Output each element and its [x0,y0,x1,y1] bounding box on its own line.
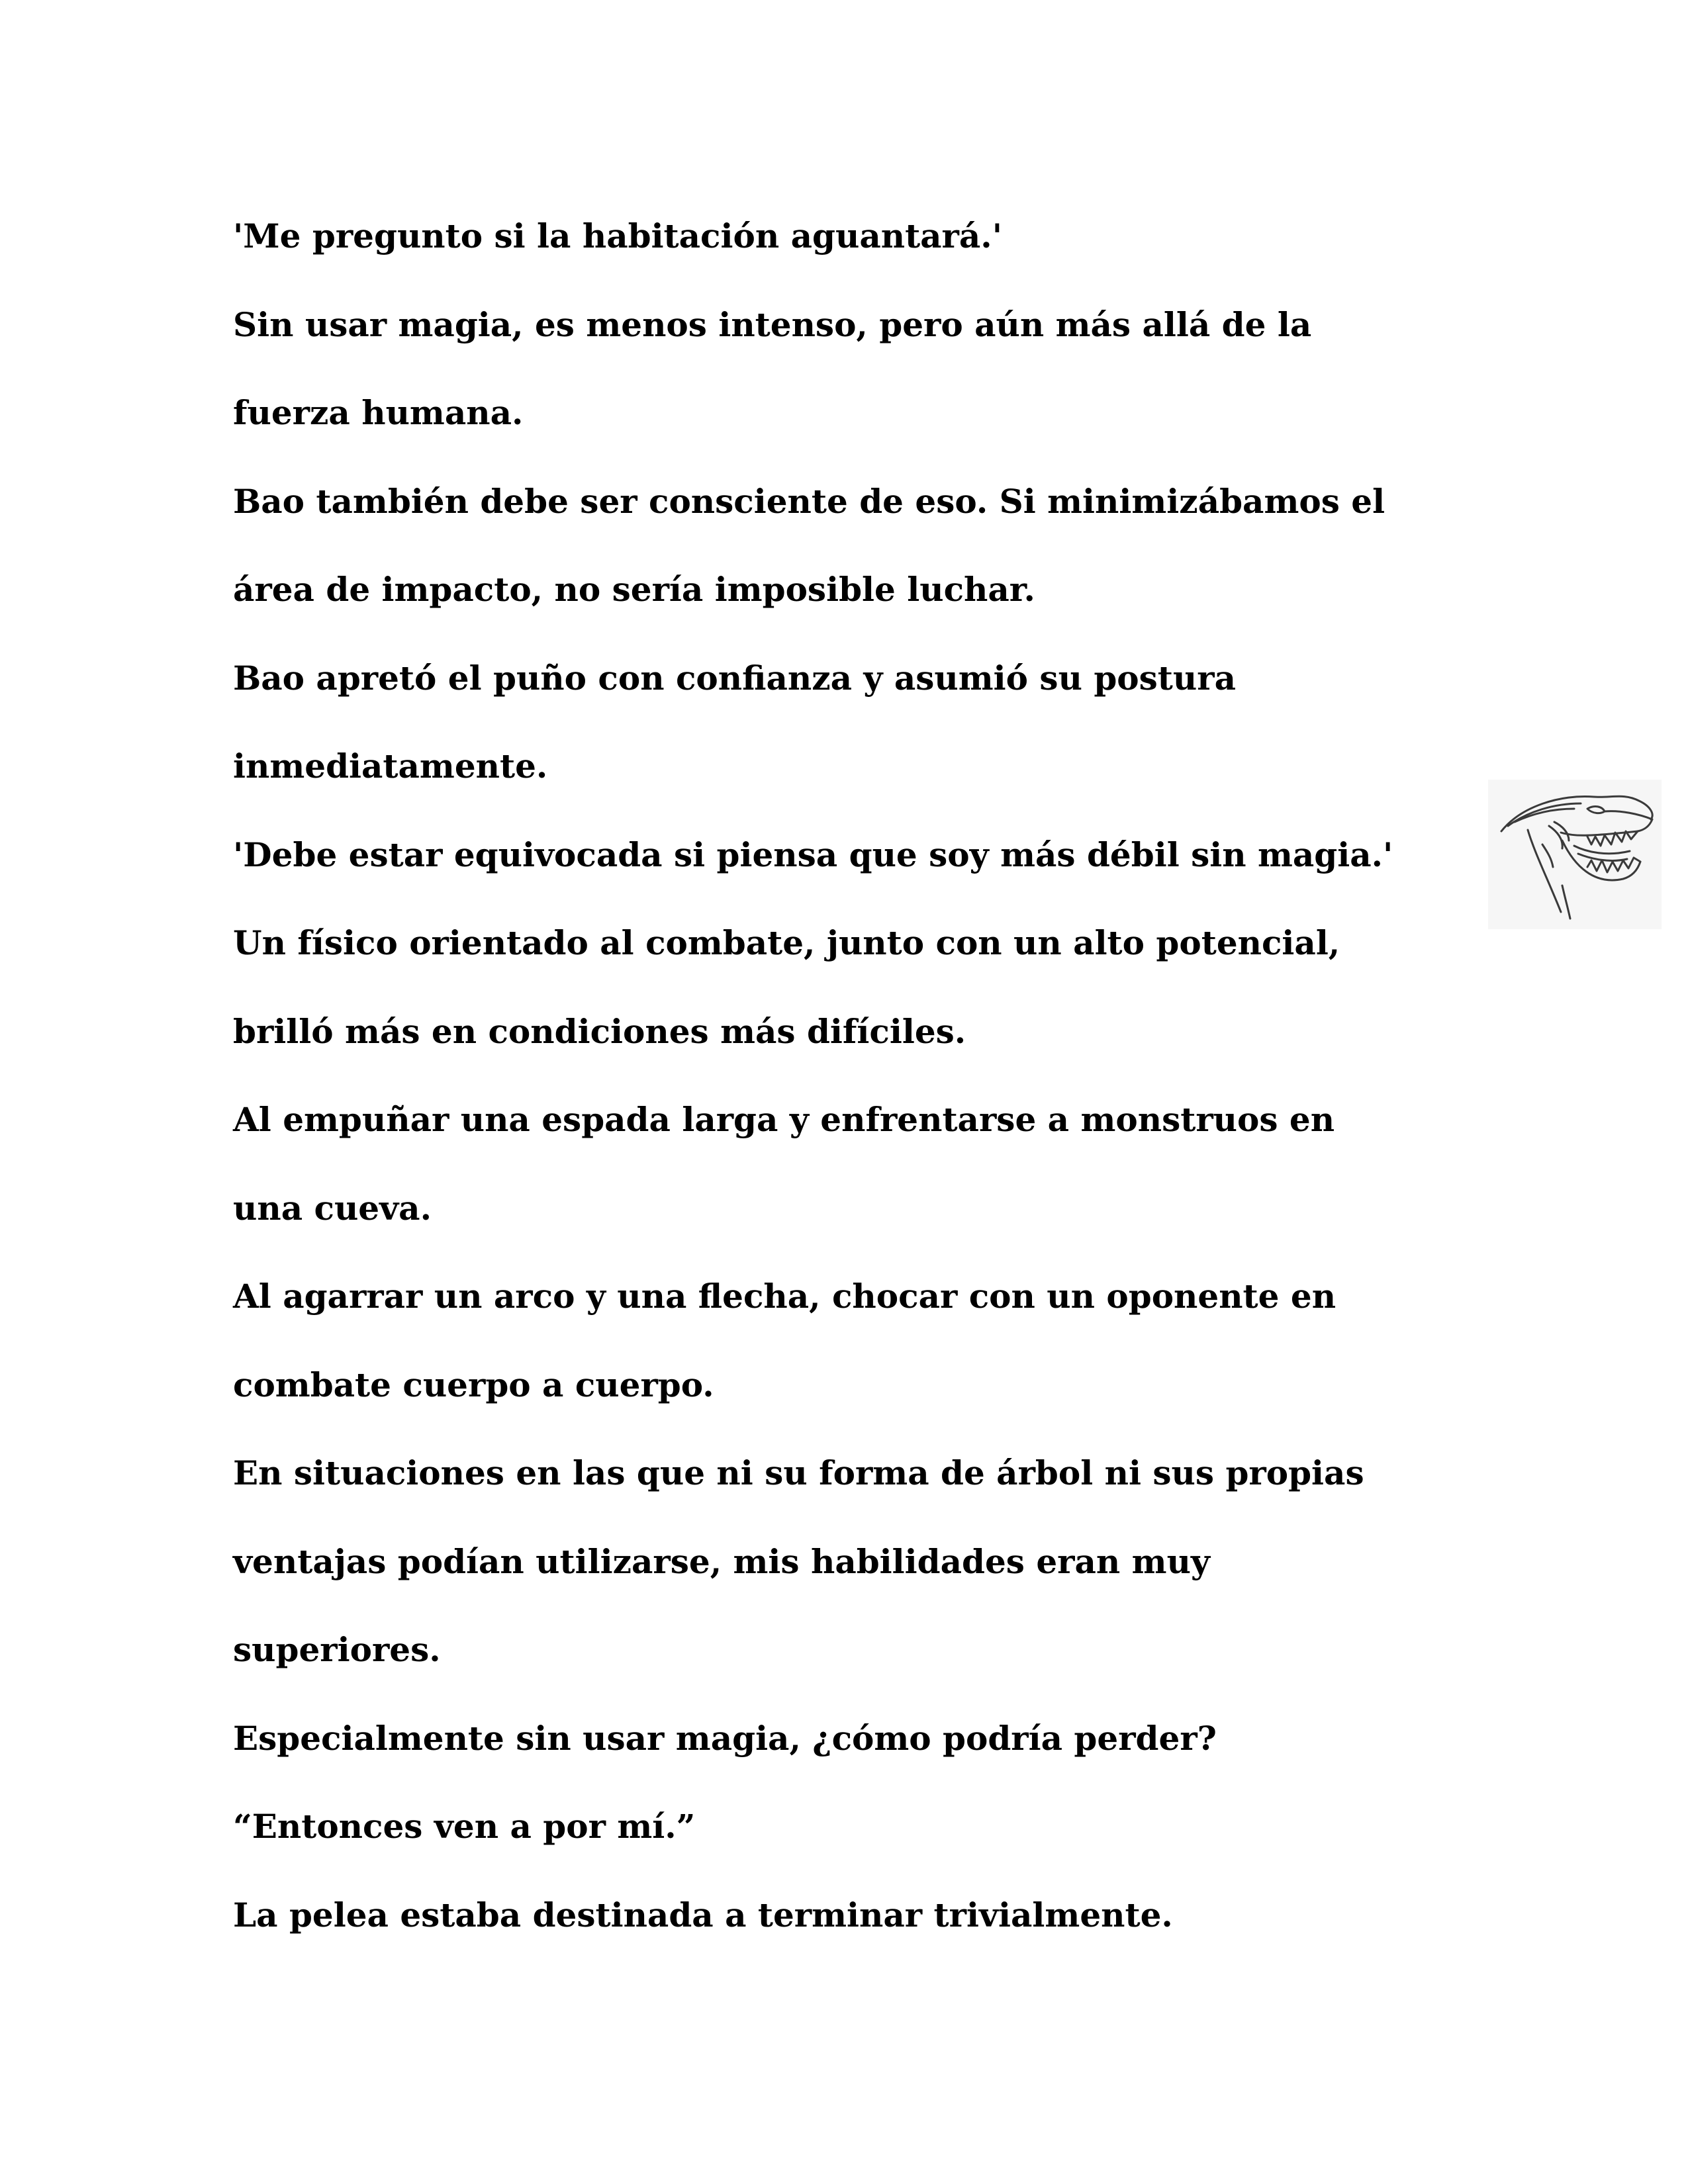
text-line-2: Sin usar magia, es menos intenso, pero aún más allá de la [233,304,1312,344]
text-line-5: área de impacto, no sería imposible luchar. [233,570,1035,609]
text-line-4: Bao también debe ser consciente de eso. Si minimizábamos el [233,481,1385,521]
text-line-9: Un físico orientado al combate, junto con un alto potencial, [233,923,1340,962]
text-line-1: 'Me pregunto si la habitación aguantará.' [233,216,1003,255]
text-line-15: En situaciones en las que ni su forma de árbol ni sus propias [233,1453,1364,1492]
text-line-10: brilló más en condiciones más difíciles. [233,1011,966,1051]
text-line-7: inmediatamente. [233,747,548,786]
text-line-11: Al empuñar una espada larga y enfrentarse a monstruos en [233,1100,1335,1139]
text-line-19: “Entonces ven a por mí.” [233,1807,696,1846]
text-line-12: una cueva. [233,1188,432,1228]
text-line-13: Al agarrar un arco y una flecha, chocar con un oponente en [233,1277,1336,1316]
text-line-3: fuerza humana. [233,393,524,432]
text-line-18: Especialmente sin usar magia, ¿cómo podría perder? [233,1718,1217,1758]
text-line-6: Bao apretó el puño con confianza y asumió su postura [233,658,1236,698]
text-line-14: combate cuerpo a cuerpo. [233,1365,714,1404]
text-line-17: superiores. [233,1630,441,1669]
text-line-16: ventajas podían utilizarse, mis habilidades eran muy [233,1541,1210,1581]
text-line-8: 'Debe estar equivocada si piensa que soy más débil sin magia.' [233,835,1393,874]
body-text [233,192,1491,1959]
dinosaur-head-icon [1488,780,1662,929]
text-line-20: La pelea estaba destinada a terminar trivialmente. [233,1895,1173,1934]
